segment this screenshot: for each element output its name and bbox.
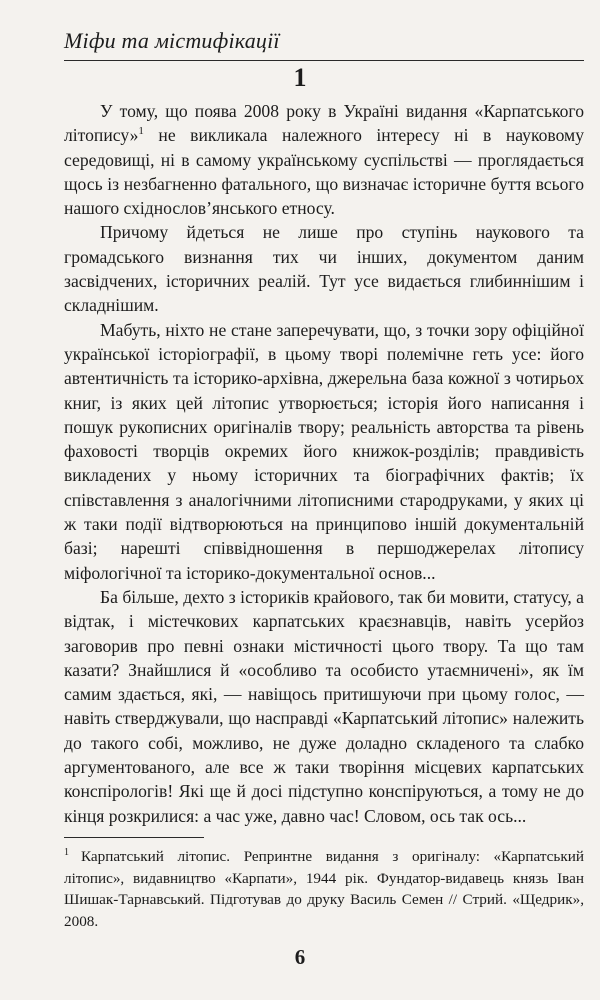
- page-number: 6: [294, 945, 306, 969]
- header-rule: [64, 60, 584, 61]
- footnote-rule: [64, 837, 204, 838]
- footnote: [64, 846, 584, 932]
- paragraph-3: Мабуть, ніхто не стане заперечувати, що, з точки зору офіційної української історіографії, в цьому творі полемічне геть усе: його автентичність та історико-архівна, джерельна база кожної з чотирьох книг, із яких цей літопис утворюється; історія його написання і пошук рукописних оригіналів твору; реальність авторства та рівень фаховості творців окремих його книжок-розділів; правдивість викладених у ньому історичних та біографічних фактів; їх співставлення з аналогічними літописними стародруками, у яких ці ж таки події відтворюються на принципово іншій документальній базі; нарешті співвідношення в першоджерелах літопису міфологічної та історико-документальної основ...: [64, 319, 584, 583]
- running-head: Міфи та містифікації: [64, 28, 280, 53]
- footnote-reference: 1: [138, 125, 144, 138]
- footnote-text: Карпатський літопис. Репринтне видання з оригіналу: «Карпатський літопис», видавництво «Карпати», 1944 рік. Фундатор-видавець князь Іван Шишак-Тарнавський. Підготував до друку Василь Семен // Стрий. «Щедрик», 2008.: [64, 848, 584, 930]
- paragraph-1-text-start: У тому, що поява 2008 року в Україні видання «Карпатського літопису»: [64, 101, 584, 146]
- paragraph-2: Причому йдеться не лише про ступінь наукового та громадського визнання тих чи інших, документом даним засвідчених, історичних реалій. Тут усе видається глибиннішим і складнішим.: [64, 222, 584, 316]
- chapter-number: 1: [293, 63, 307, 92]
- paragraph-4: Ба більше, дехто з істориків крайового, так би мовити, статусу, а відтак, і містечкових карпатських краєзнавців, навіть усерйоз заговорив про певні ознаки містичності цього твору. Та що там казати? Знайшлися й «особливо та особисто утаємничені», як їм самим здається, які, — навіщось притишуючи при цьому голос, — навіть стверджували, що насправді «Карпатський літопис» належить до такого собі, можливо, не дуже доладно складеного та слабко аргументованого, але все ж таки творіння місцевих карпатських конспірологів! Які ще й досі підступно конспіруються, а тому не до кінця розкрилися: а час уже, давно час! Словом, ось так ось...: [64, 586, 584, 826]
- body-text: [64, 99, 584, 828]
- paragraph-1: [64, 99, 584, 220]
- footnote-mark: 1: [64, 846, 69, 858]
- paragraph-1-text-end: не викликала належного інтересу ні в науковому середовищі, ні в самому українському суспільстві — проглядається щось із незбагненно фатального, що визначає історичне буття всього нашого східнослов’янського етносу.: [64, 125, 584, 219]
